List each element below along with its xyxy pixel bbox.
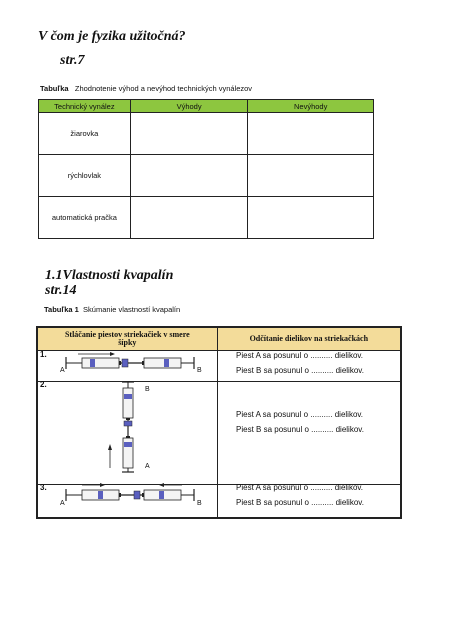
invention-cell: rýchlovlak: [39, 155, 131, 197]
syringe-pair-horizontal: [64, 482, 204, 504]
reading-line-a[interactable]: Piest A sa posunul o .......... dielikov.: [236, 483, 364, 492]
reading-line-b[interactable]: Piest B sa posunul o .......... dielikov.: [236, 366, 364, 375]
invention-cell: žiarovka: [39, 113, 131, 155]
reading-line-a[interactable]: Piest A sa posunul o .......... dielikov.: [236, 351, 364, 360]
header-compress: Stláčanie piestov striekačiek v smere šípky: [37, 327, 217, 351]
advantages-cell[interactable]: [130, 197, 248, 239]
disadvantages-cell[interactable]: [248, 155, 374, 197]
table-header-row: [37, 327, 401, 351]
advantages-cell[interactable]: [130, 155, 248, 197]
table-row: [39, 113, 374, 155]
advantages-cell[interactable]: [130, 113, 248, 155]
table-row: [39, 197, 374, 239]
reading-line-b[interactable]: Piest B sa posunul o .......... dielikov.: [236, 425, 364, 434]
header-invention: Technický vynález: [39, 100, 131, 113]
caption-text: Skúmanie vlastností kvapalín: [83, 305, 181, 314]
label-b: B: [145, 386, 150, 393]
page-ref-7: str.7: [60, 53, 85, 68]
heading-kvapaliny: 1.1Vlastnosti kvapalín: [45, 268, 174, 283]
heading-fyzika: V čom je fyzika užitočná?: [38, 29, 186, 44]
caption-label: Tabuľka 1: [44, 305, 79, 314]
header-disadvantages: Nevýhody: [248, 100, 374, 113]
table-row: [39, 155, 374, 197]
syringe-pair-horizontal: [64, 352, 204, 372]
table-caption-1: [40, 84, 252, 93]
reading-line-b[interactable]: Piest B sa posunul o .......... dielikov.: [236, 498, 364, 507]
header-advantages: Výhody: [130, 100, 248, 113]
header-read: Odčítanie dielikov na striekačkách: [217, 327, 401, 351]
label-b: B: [197, 500, 202, 507]
reading-line-a[interactable]: Piest A sa posunul o .......... dielikov.: [236, 410, 364, 419]
table-header-row: [39, 100, 374, 113]
row-number: 1.: [40, 350, 47, 359]
syringe-pair-vertical: [116, 380, 146, 476]
caption-label: Tabuľka: [40, 84, 69, 93]
label-a: A: [145, 463, 150, 470]
page-ref-14: str.14: [45, 283, 77, 298]
inventions-table: [38, 99, 374, 239]
disadvantages-cell[interactable]: [248, 113, 374, 155]
label-a: A: [60, 367, 65, 374]
table-caption-2: [44, 305, 180, 314]
disadvantages-cell[interactable]: [248, 197, 374, 239]
row-number: 2.: [40, 380, 47, 389]
label-b: B: [197, 367, 202, 374]
label-a: A: [60, 500, 65, 507]
invention-cell: automatická pračka: [39, 197, 131, 239]
caption-text: Zhodnotenie výhod a nevýhod technických vynálezov: [74, 84, 253, 93]
row-number: 3.: [40, 483, 47, 492]
